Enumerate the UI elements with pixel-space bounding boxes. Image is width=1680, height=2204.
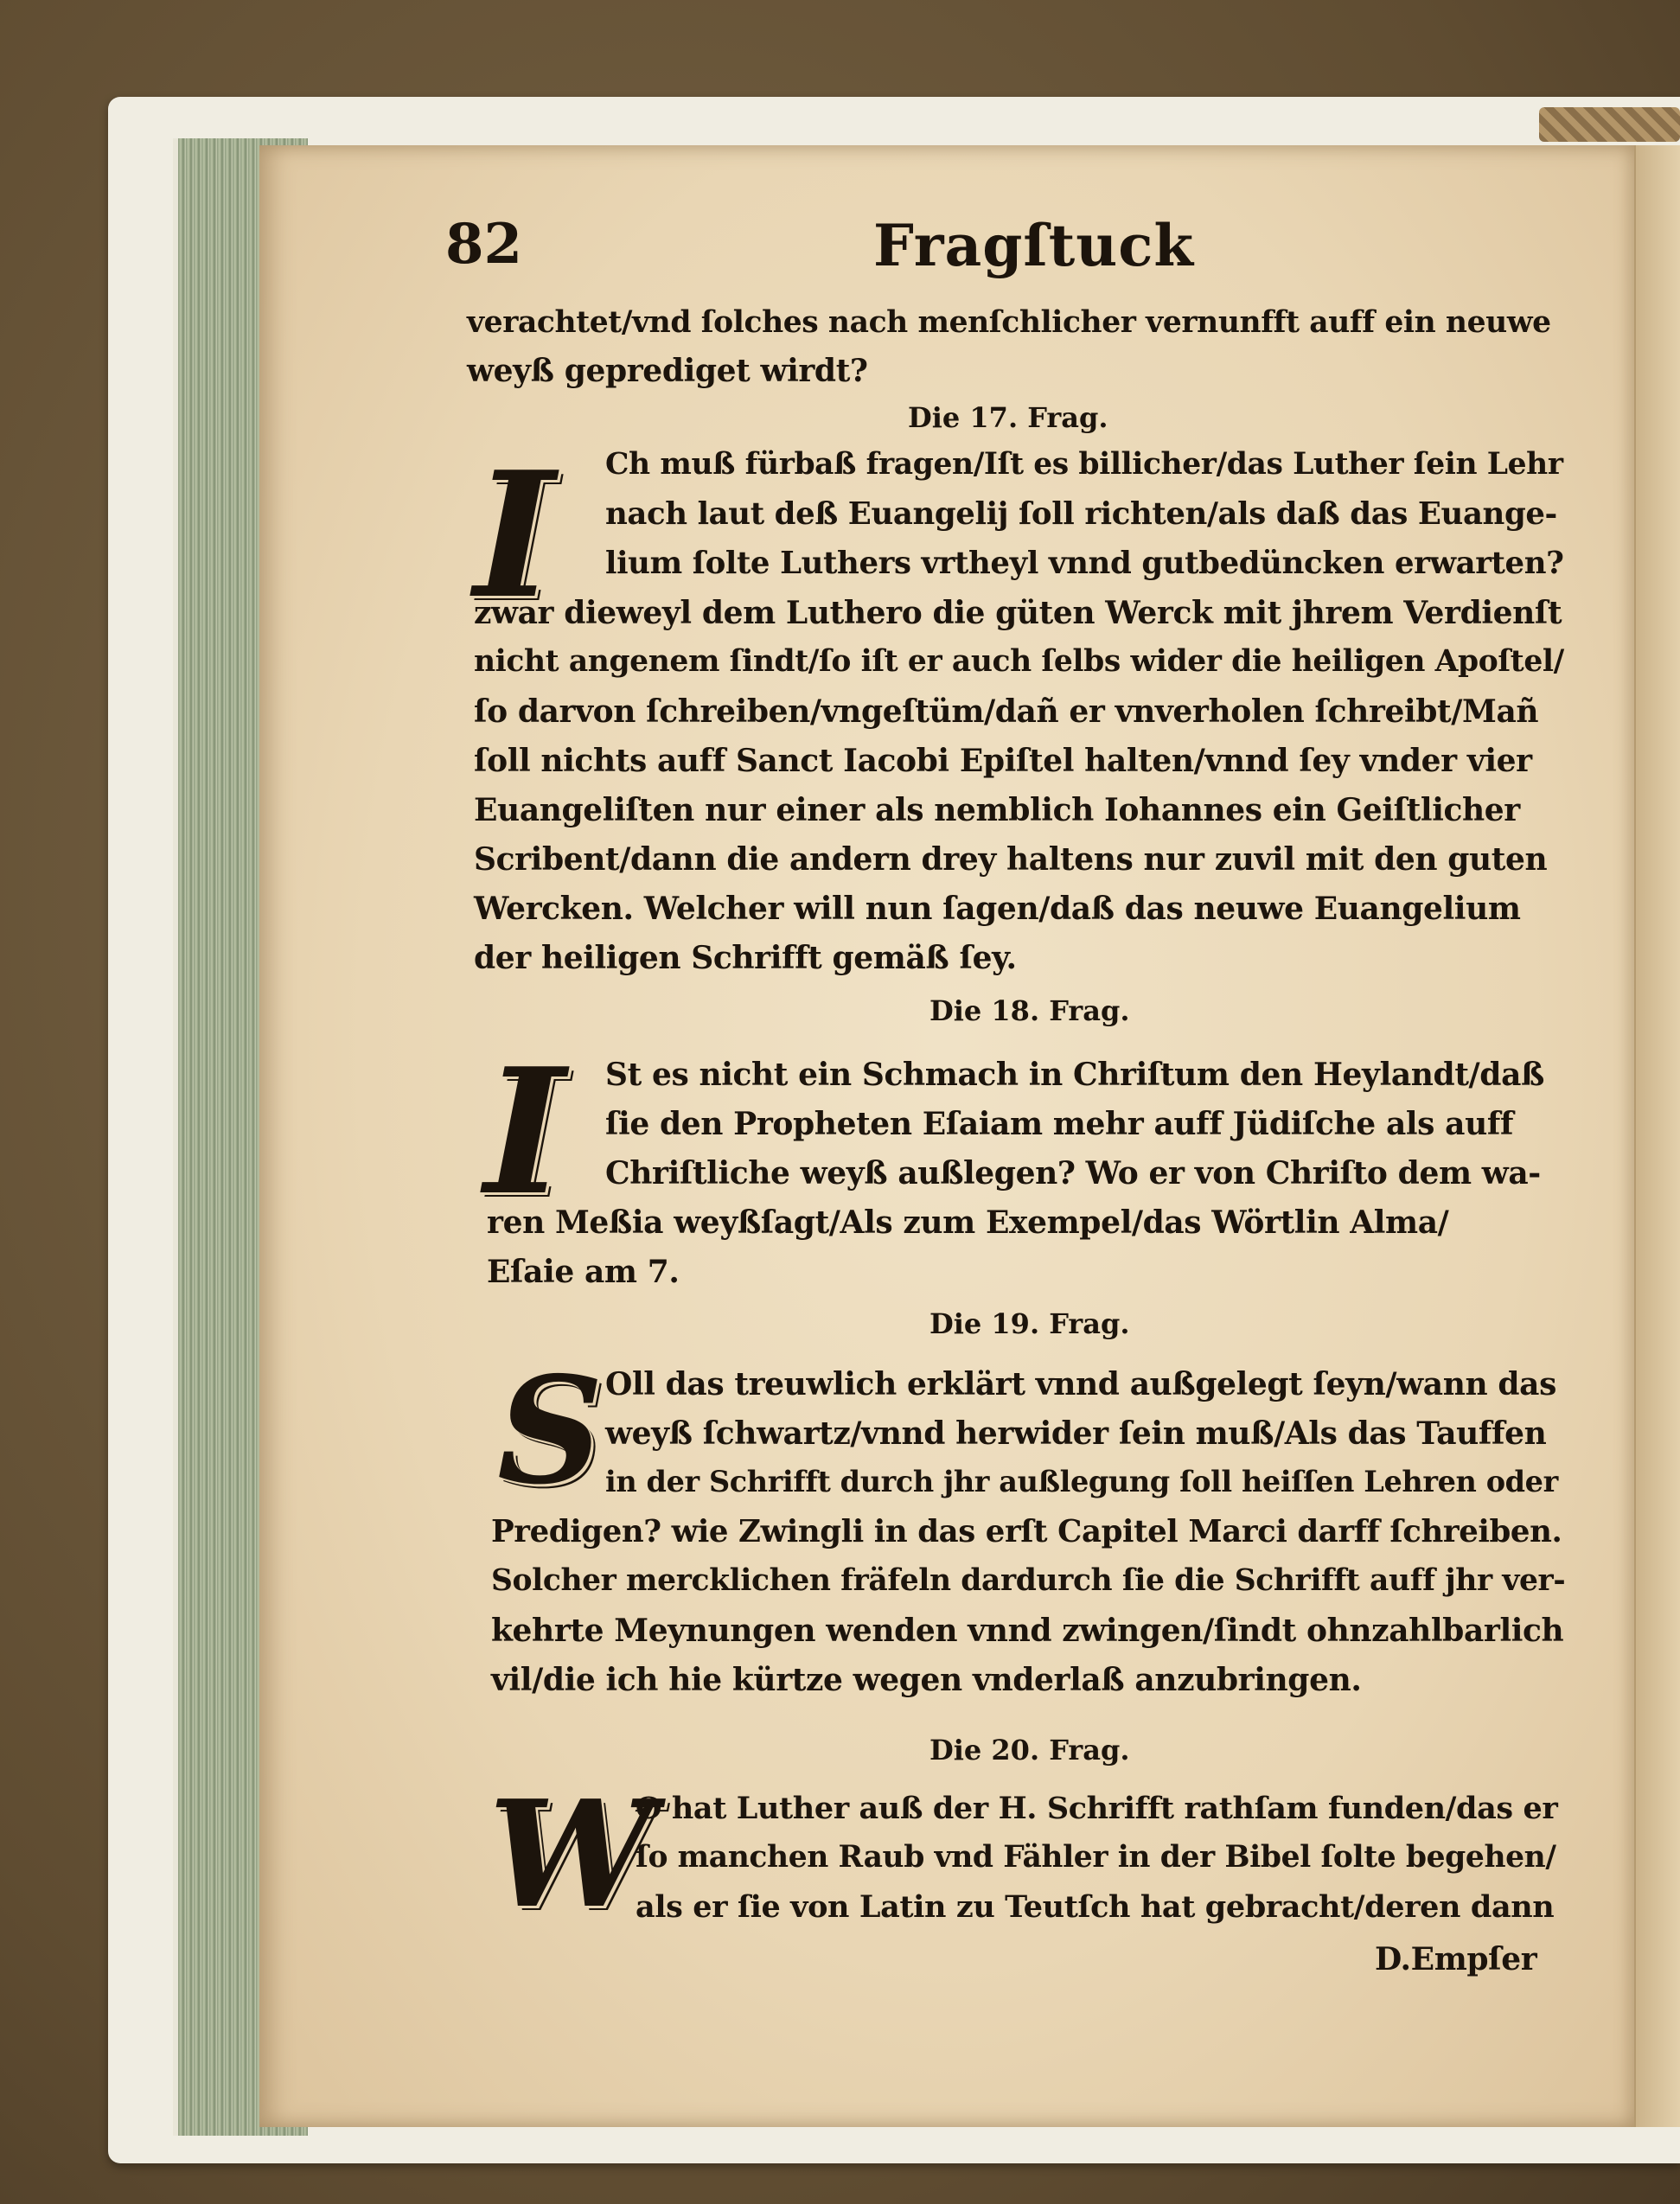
body-line: ren Meßia weyßſagt/Als zum Exempel/das Wörtlin Alma/ — [487, 1204, 1449, 1241]
body-line: in der Schrifft durch jhr außlegung ſoll heiſſen Lehren oder — [605, 1465, 1558, 1498]
decorated-initial: I — [474, 434, 555, 637]
body-line: St es nicht ein Schmach in Chriſtum den Heylandt/daß — [605, 1057, 1544, 1093]
body-line: Predigen? wie Zwingli in das erſt Capitel Marci darff ſchreiben. — [491, 1514, 1562, 1549]
decorated-initial: W — [489, 1768, 654, 1941]
page-number: 82 — [445, 212, 523, 277]
body-line: ſo manchen Raub vnd Fähler in der Bibel ſolte begehen/ — [636, 1840, 1556, 1875]
body-line: vil/die ich hie kürtze wegen vnderlaß anzubringen. — [491, 1662, 1362, 1698]
running-head: Fragſtuck — [873, 212, 1195, 279]
body-line: nach laut deß Euangelij ſoll richten/als daß das Euange- — [605, 496, 1557, 532]
body-line: Wercken. Welcher will nun ſagen/daß das neuwe Euangelium — [474, 891, 1521, 927]
intro-line: weyß geprediget wirdt? — [467, 353, 868, 389]
body-line: Solcher mercklichen fräfeln dardurch ſie die Schrifft auff jhr ver- — [491, 1563, 1566, 1598]
body-line: als er ſie von Latin zu Teutſch hat gebracht/deren dann — [636, 1889, 1555, 1925]
body-line: nicht angenem ſindt/ſo iſt er auch ſelbs wider die heiligen Apoſtel/ — [474, 644, 1564, 679]
body-line: O hat Luther auß der H. Schrifft rathſam funden/das er — [636, 1791, 1558, 1826]
binding-strap — [1539, 107, 1680, 142]
facing-page-edge — [1634, 145, 1680, 2127]
body-line: Oll das treuwlich erklärt vnnd außgelegt ſeyn/wann das — [605, 1366, 1556, 1402]
body-line: ſo darvon ſchreiben/vngeſtüm/dañ er vnverholen ſchreibt/Mañ — [474, 693, 1539, 730]
intro-line: verachtet/vnd ſolches nach menſchlicher vernunfft auff ein neuwe — [467, 305, 1551, 340]
catchword: D.Empſer — [1375, 1941, 1537, 1977]
body-line: Ch muß fürbaß fragen/Iſt es billicher/das Luther ſein Lehr — [605, 447, 1563, 482]
question-heading: Die 20. Frag. — [929, 1734, 1130, 1766]
body-line: weyß ſchwartz/vnnd herwider ſein muß/Als das Tauffen — [605, 1415, 1547, 1452]
body-line: Eſaie am 7. — [487, 1254, 680, 1290]
body-line: lium ſolte Luthers vrtheyl vnnd gutbedüncken erwarten? — [605, 546, 1564, 581]
body-line: der heiligen Schrifft gemäß ſey. — [474, 940, 1017, 976]
body-line: Scribent/dann die andern drey haltens nur zuvil mit den guten — [474, 841, 1548, 878]
body-line: kehrte Meynungen wenden vnnd zwingen/ſindt ohnzahlbarlich — [491, 1613, 1564, 1649]
decorated-initial: S — [497, 1345, 604, 1517]
body-line: ſoll nichts auff Sanct Iacobi Epiſtel halten/vnnd ſey vnder vier — [474, 743, 1532, 779]
body-line: Euangeliſten nur einer als nemblich Iohannes ein Geiſtlicher — [474, 792, 1520, 828]
question-heading: Die 18. Frag. — [929, 994, 1130, 1027]
question-heading: Die 17. Frag. — [908, 401, 1108, 434]
body-line: Chriſtliche weyß außlegen? Wo er von Chriſto dem wa- — [605, 1155, 1541, 1191]
body-line: ſie den Propheten Eſaiam mehr auff Jüdiſche als auff — [605, 1106, 1514, 1142]
question-heading: Die 19. Frag. — [929, 1307, 1130, 1340]
decorated-initial: I — [484, 1031, 565, 1234]
body-line: zwar dieweyl dem Luthero die güten Werck mit jhrem Verdienſt — [474, 595, 1562, 631]
